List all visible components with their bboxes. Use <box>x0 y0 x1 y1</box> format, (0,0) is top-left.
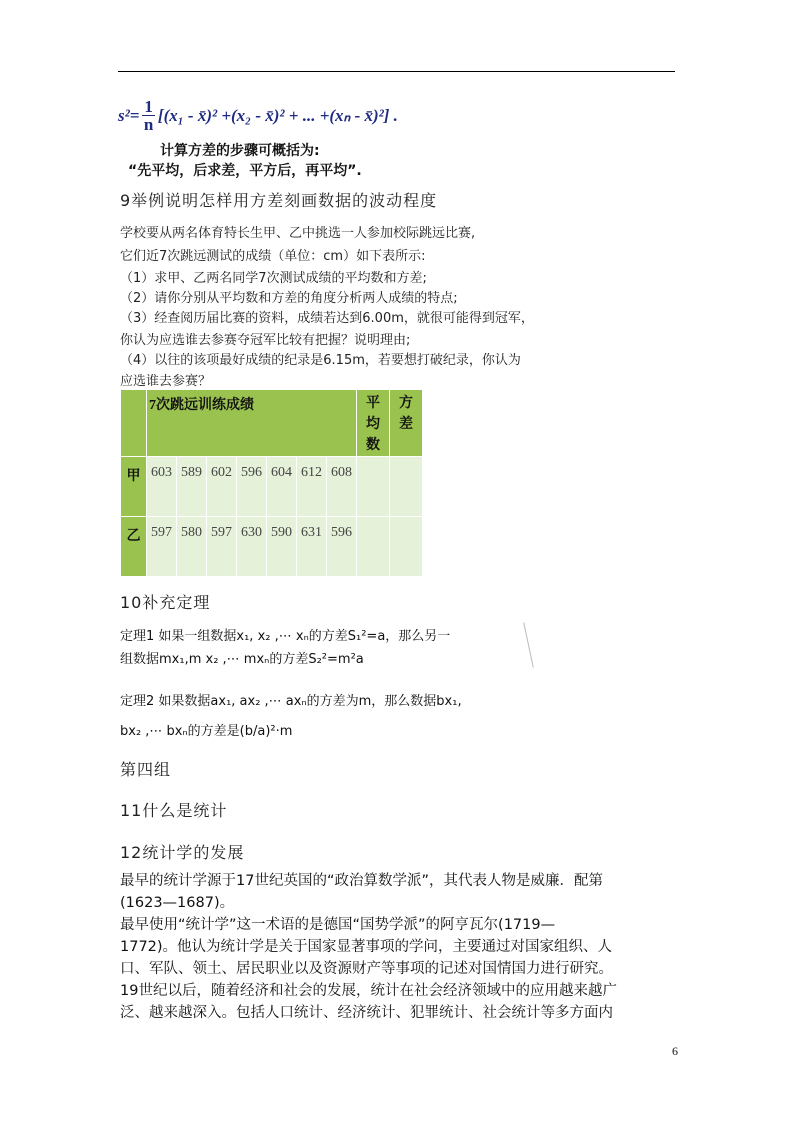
formula-frac-num: 1 <box>144 97 153 116</box>
section9-line-2: （1）求甲、乙两名同学7次测试成绩的平均数和方差; <box>120 271 427 286</box>
section11-title: 11什么是统计 <box>120 801 228 820</box>
theorem2-line-2: bx₂ ,⋯ bxₙ的方差是(b/a)²·m <box>120 724 293 739</box>
formula-eq: = <box>129 105 140 125</box>
section9-line-1: 它们近7次跳远测试的成绩（单位：cm）如下表所示: <box>120 249 426 264</box>
section9-line-0: 学校要从两名体育特长生甲、乙中挑选一人参加校际跳远比赛, <box>120 226 476 241</box>
theorem2-line-1: 定理2 如果数据ax₁, ax₂ ,⋯ axₙ的方差为m，那么数据bx₁, <box>120 694 462 709</box>
table-cell: 596 <box>327 517 357 577</box>
header-rule <box>118 71 675 72</box>
table-header-avg-text: 平均数 <box>366 396 380 453</box>
table-cell: 630 <box>237 517 267 577</box>
variance-formula <box>118 98 398 133</box>
section9-title: 9举例说明怎样用方差刻画数据的波动程度 <box>120 191 438 210</box>
table-header-var-text: 方差 <box>399 396 413 432</box>
table-cell-avg-empty <box>357 517 390 577</box>
table-cell: 597 <box>207 517 237 577</box>
table-cell: 589 <box>177 457 207 517</box>
table-cell: 608 <box>327 457 357 517</box>
section9-line-7: 应选谁去参赛？ <box>120 374 212 389</box>
table-cell-var-empty <box>390 457 423 517</box>
table-cell: 612 <box>297 457 327 517</box>
table-cell: 580 <box>177 517 207 577</box>
table-header-main: 7次跳远训练成绩 <box>147 390 357 457</box>
formula-fraction <box>142 98 155 133</box>
table-row-label-yi: 乙 <box>121 517 147 577</box>
table-header-row <box>121 390 423 457</box>
table-cell: 596 <box>237 457 267 517</box>
section12-line-1: (1623—1687)。 <box>120 895 235 911</box>
formula-frac-den: n <box>143 115 154 134</box>
page-number: 6 <box>672 1044 678 1058</box>
table-header-avg <box>357 390 390 457</box>
theorem1-line-2: 组数据mx₁,m x₂ ,⋯ mxₙ的方差S₂²=m²a <box>120 652 364 667</box>
steps-line-2: “先平均，后求差，平方后，再平均”. <box>128 163 362 179</box>
section9-line-4: （3）经查阅历届比赛的资料，成绩若达到6.00m，就很可能得到冠军， <box>120 311 534 326</box>
section9-line-5: 你认为应选谁去参赛夺冠军比较有把握？说明理由; <box>120 333 411 348</box>
table-corner <box>121 390 147 457</box>
table-cell: 602 <box>207 457 237 517</box>
section12-line-5: 19世纪以后，随着经济和社会的发展，统计在社会经济领域中的应用越来越广 <box>120 983 617 999</box>
steps-line-1: 计算方差的步骤可概括为: <box>160 143 320 159</box>
scores-table <box>120 389 423 577</box>
theorem1-line-1: 定理1 如果一组数据x₁, x₂ ,⋯ xₙ的方差S₁²=a，那么另一 <box>120 629 451 644</box>
table-cell: 597 <box>147 517 177 577</box>
formula-body: [(x₁ - x̄)² +(x₂ - x̄)² + ... +(xₙ - x̄)²] . <box>157 105 398 125</box>
section12-body <box>120 870 680 1024</box>
table-cell: 604 <box>267 457 297 517</box>
crop-mark <box>523 622 534 667</box>
section12-line-3: 1772)。他认为统计学是关于国家显著事项的学问，主要通过对国家组织、人 <box>120 939 613 955</box>
formula-lhs: s² <box>118 105 130 125</box>
section12-line-0: 最早的统计学源于17世纪英国的“政治算数学派”，其代表人物是威廉．配第 <box>120 873 603 889</box>
section9-line-3: （2）请你分别从平均数和方差的角度分析两人成绩的特点; <box>120 291 458 306</box>
group4-title: 第四组 <box>120 760 172 779</box>
table-cell-avg-empty <box>357 457 390 517</box>
table-row-label-jia: 甲 <box>121 457 147 517</box>
table-cell: 631 <box>297 517 327 577</box>
section12-line-2: 最早使用“统计学”这一术语的是德国“国势学派”的阿亨瓦尔(1719— <box>120 917 556 933</box>
table-cell: 590 <box>267 517 297 577</box>
section12-line-4: 口、军队、领土、居民职业以及资源财产等事项的记述对国情国力进行研究。 <box>120 961 613 977</box>
table-cell-var-empty <box>390 517 423 577</box>
section12-title: 12统计学的发展 <box>120 843 245 862</box>
table-row <box>121 517 423 577</box>
table-cell: 603 <box>147 457 177 517</box>
table-row <box>121 457 423 517</box>
section9-line-6: （4）以往的该项最好成绩的纪录是6.15m，若要想打破纪录，你认为 <box>120 353 521 368</box>
section12-line-6: 泛、越来越深入。包括人口统计、经济统计、犯罪统计、社会统计等多方面内 <box>120 1005 613 1021</box>
section10-title: 10补充定理 <box>120 593 211 612</box>
table-header-var <box>390 390 423 457</box>
